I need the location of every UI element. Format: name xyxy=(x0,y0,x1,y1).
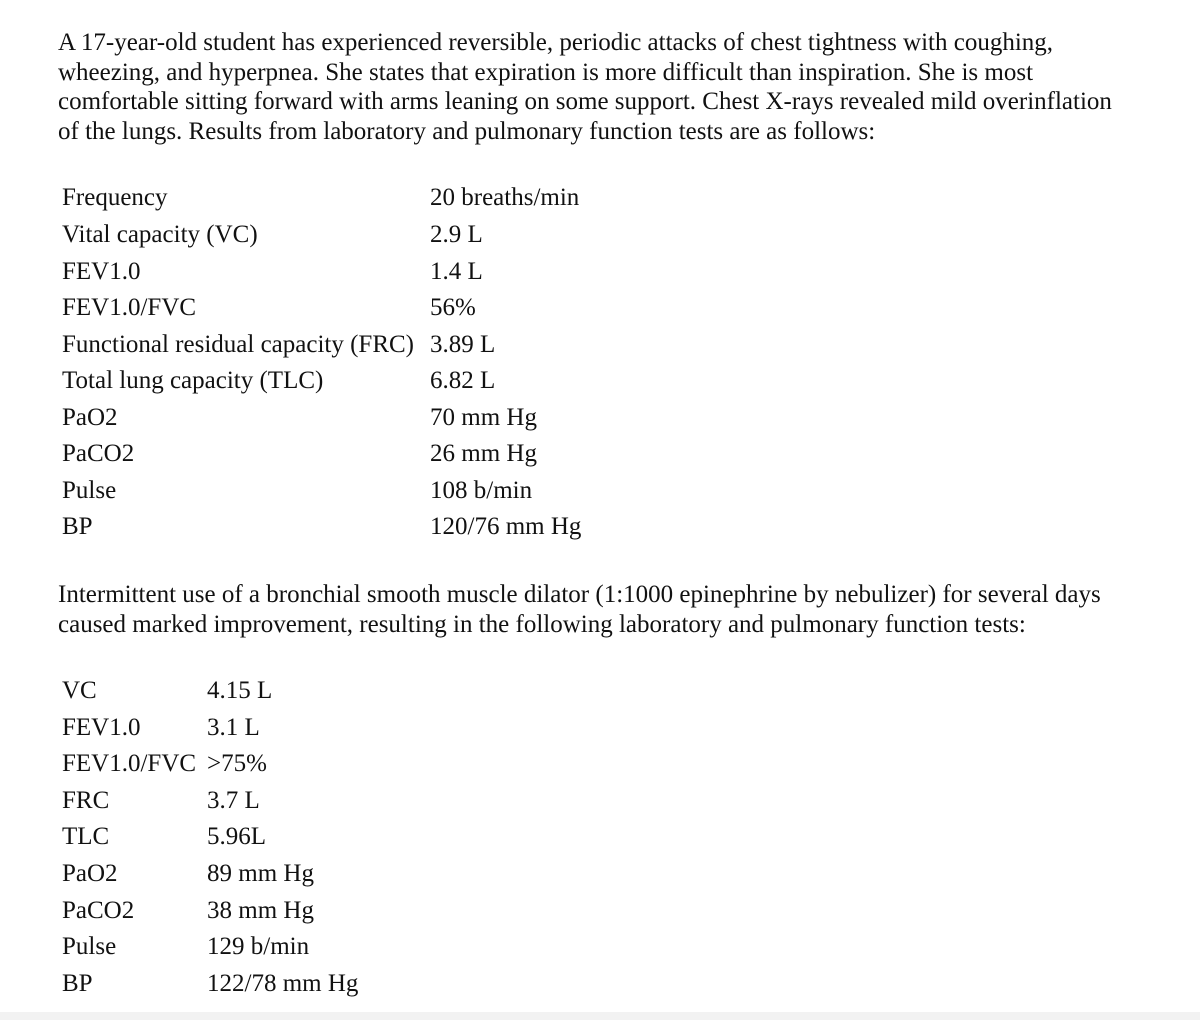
result-label: Functional residual capacity (FRC) xyxy=(62,331,415,358)
result-value: >75% xyxy=(207,750,267,777)
result-value: 56% xyxy=(430,294,476,321)
result-value: 38 mm Hg xyxy=(207,897,314,924)
result-value: 122/78 mm Hg xyxy=(207,970,359,997)
result-value: 3.89 L xyxy=(430,331,496,358)
result-value: 108 b/min xyxy=(430,477,533,504)
result-label: PaO2 xyxy=(62,860,118,887)
result-label: BP xyxy=(62,513,93,540)
result-value: 89 mm Hg xyxy=(207,860,314,887)
result-value: 120/76 mm Hg xyxy=(430,513,582,540)
result-label: FEV1.0/FVC xyxy=(62,294,197,321)
treatment-paragraph: Intermittent use of a bronchial smooth muscle dilator (1:1000 epinephrine by nebulizer) for several days caused marked improvement, resulting in the following laboratory and pulmonary function tests: xyxy=(58,581,1101,638)
result-label: PaCO2 xyxy=(62,440,135,467)
result-value: 3.1 L xyxy=(207,714,260,741)
result-label: Vital capacity (VC) xyxy=(62,221,258,248)
result-value: 1.4 L xyxy=(430,258,483,285)
bottom-edge-strip xyxy=(0,1012,1200,1020)
result-value: 3.7 L xyxy=(207,787,260,814)
result-value: 70 mm Hg xyxy=(430,404,537,431)
result-value: 6.82 L xyxy=(430,367,496,394)
result-label: FEV1.0 xyxy=(62,714,141,741)
result-label: FRC xyxy=(62,787,110,814)
result-value: 20 breaths/min xyxy=(430,184,580,211)
result-label: Total lung capacity (TLC) xyxy=(62,367,324,394)
result-label: Pulse xyxy=(62,933,117,960)
case-description-paragraph: A 17-year-old student has experienced reversible, periodic attacks of chest tightness with coughing, wheezing, and hyperpnea. She states that expiration is more difficult than inspiration. She is most comfortable sitting forward with arms leaning on some support. Chest X-rays revealed mild overinflation of the lungs. Results from laboratory and pulmonary function tests are as follows: xyxy=(58,29,1112,145)
result-value: 4.15 L xyxy=(207,677,273,704)
result-label: PaO2 xyxy=(62,404,118,431)
result-label: Frequency xyxy=(62,184,168,211)
result-label: FEV1.0/FVC xyxy=(62,750,197,777)
result-value: 129 b/min xyxy=(207,933,310,960)
result-label: VC xyxy=(62,677,97,704)
result-value: 26 mm Hg xyxy=(430,440,537,467)
result-label: BP xyxy=(62,970,93,997)
result-value: 5.96L xyxy=(207,823,267,850)
result-label: PaCO2 xyxy=(62,897,135,924)
result-label: FEV1.0 xyxy=(62,258,141,285)
result-label: Pulse xyxy=(62,477,117,504)
result-value: 2.9 L xyxy=(430,221,483,248)
result-label: TLC xyxy=(62,823,110,850)
